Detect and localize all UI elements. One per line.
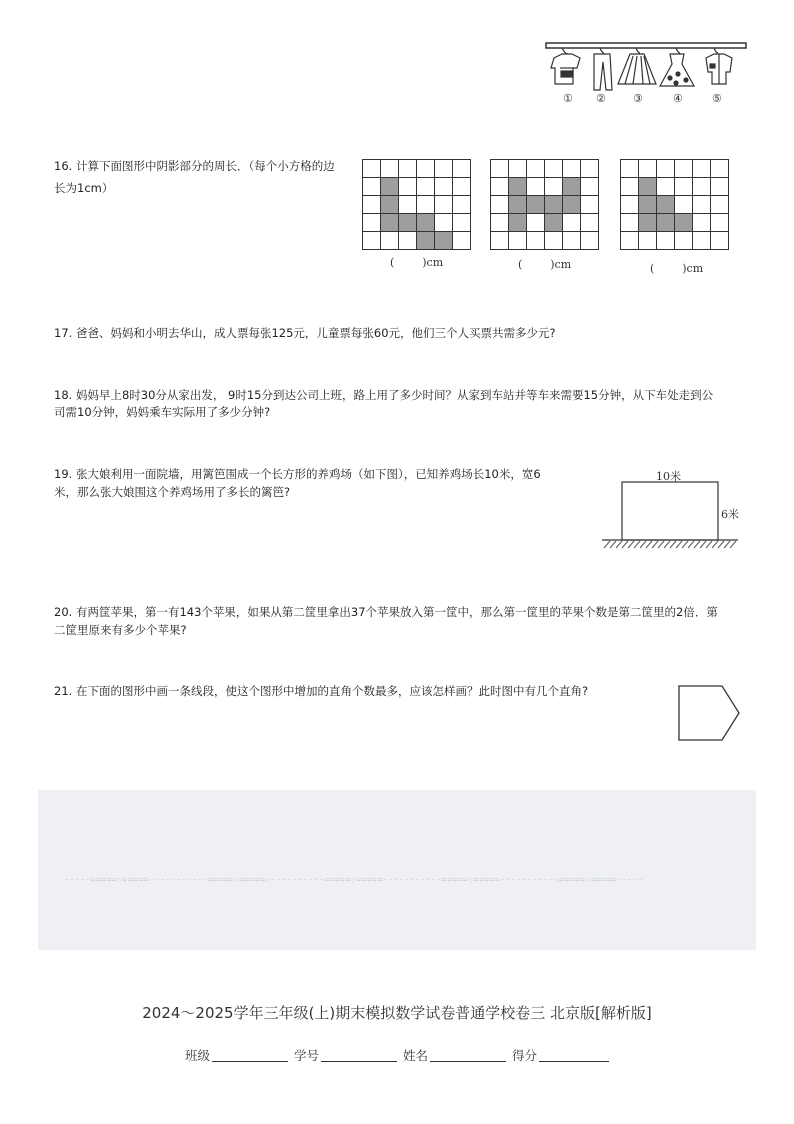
student-id-blank[interactable]	[321, 1049, 397, 1062]
grid-cell	[693, 196, 711, 214]
grid-cell	[545, 160, 563, 178]
question-16-text: 16. 计算下面图形中阴影部分的周长．（每个小方格的边长为1cm）	[54, 159, 335, 195]
question-19-line-2: 米，那么张大娘围这个养鸡场用了多长的篱笆?	[54, 485, 291, 499]
shaded-cell	[509, 178, 527, 196]
grid-cell	[675, 160, 693, 178]
shaded-cell	[509, 196, 527, 214]
grid-cell	[657, 178, 675, 196]
shaded-cell	[399, 214, 417, 232]
grid-cell	[581, 232, 599, 250]
grid-cell	[711, 178, 729, 196]
grid-cell	[711, 214, 729, 232]
grid-cell	[491, 232, 509, 250]
question-19-line-1: 19. 张大娘利用一面院墙，用篱笆围成一个长方形的养鸡场（如下图），已知养鸡场长10米，宽6	[54, 467, 541, 481]
grid-cell	[509, 232, 527, 250]
grid-cell	[621, 214, 639, 232]
grid-cell	[563, 214, 581, 232]
clothes-label-5: ⑤	[712, 92, 722, 105]
chicken-yard-width-label: 6米	[721, 508, 739, 521]
grid-cell	[675, 178, 693, 196]
shaded-cell	[381, 196, 399, 214]
grid-cell	[399, 196, 417, 214]
grid-cell	[711, 160, 729, 178]
question-16-answer-3: ( )cm	[650, 262, 704, 275]
shaded-cell	[545, 214, 563, 232]
chicken-yard-rectangle	[622, 482, 718, 540]
shaded-cell	[639, 178, 657, 196]
shaded-cell	[657, 214, 675, 232]
shaded-cell	[563, 196, 581, 214]
shaded-cell	[639, 214, 657, 232]
grid-cell	[363, 178, 381, 196]
grid-cell	[435, 160, 453, 178]
question-16-grid-2	[490, 159, 599, 250]
question-20-line-2: 二筐里原来有多少个苹果?	[54, 623, 187, 637]
separator-divider: -----=====☆=====-----------=====☆=====-----------=====☆=====-----------=====☆=====-----------=====☆=====-----	[64, 875, 644, 884]
grid-cell	[527, 232, 545, 250]
shaded-cell	[527, 196, 545, 214]
question-16-answer-2: ( )cm	[518, 258, 572, 271]
grid-cell	[381, 160, 399, 178]
grid-cell	[363, 214, 381, 232]
grid-cell	[453, 196, 471, 214]
grid-cell	[435, 196, 453, 214]
question-18-line-1: 18. 妈妈早上8时30分从家出发， 9时15分到达公司上班，路上用了多少时间？从家到车站并等车来需要15分钟，从下车处走到公	[54, 388, 714, 402]
grid-cell	[693, 160, 711, 178]
shaded-cell	[381, 178, 399, 196]
grid-cell	[453, 214, 471, 232]
shaded-cell	[563, 178, 581, 196]
grid-cell	[639, 160, 657, 178]
grid-cell	[417, 160, 435, 178]
grid-cell	[363, 160, 381, 178]
question-16-grid-3	[620, 159, 729, 250]
grid-cell	[581, 214, 599, 232]
grid-cell	[693, 178, 711, 196]
grid-cell	[527, 214, 545, 232]
class-blank[interactable]	[212, 1049, 288, 1062]
grid-cell	[563, 232, 581, 250]
clothes-label-4: ④	[673, 92, 683, 105]
grid-cell	[693, 214, 711, 232]
clothes-label-1: ①	[563, 92, 573, 105]
shaded-cell	[639, 196, 657, 214]
grid-cell	[675, 232, 693, 250]
grid-cell	[621, 196, 639, 214]
class-label: 班级	[184, 1048, 210, 1063]
grid-cell	[711, 196, 729, 214]
question-17-text: 17. 爸爸、妈妈和小明去华山，成人票每张125元，儿童票每张60元，他们三个人买票共需多少元?	[54, 326, 556, 340]
shaded-cell	[381, 214, 399, 232]
score-blank[interactable]	[539, 1049, 609, 1062]
grid-cell	[453, 160, 471, 178]
grid-cell	[491, 160, 509, 178]
shaded-cell	[417, 232, 435, 250]
question-21-text: 21. 在下面的图形中画一条线段，使这个图形中增加的直角个数最多，应该怎样画？此时图中有几个直角?	[54, 684, 589, 698]
grid-cell	[453, 178, 471, 196]
grid-cell	[399, 232, 417, 250]
student-info-line	[0, 1046, 794, 1064]
grid-cell	[545, 232, 563, 250]
separator-band	[38, 790, 756, 950]
grid-cell	[491, 196, 509, 214]
grid-cell	[581, 196, 599, 214]
grid-cell	[563, 160, 581, 178]
grid-cell	[675, 196, 693, 214]
grid-cell	[363, 196, 381, 214]
shaded-cell	[435, 232, 453, 250]
grid-cell	[381, 232, 399, 250]
grid-cell	[621, 232, 639, 250]
grid-cell	[581, 178, 599, 196]
question-20-line-1: 20. 有两筐苹果，第一有143个苹果，如果从第二筐里拿出37个苹果放入第一筐中，那么第一筐里的苹果个数是第二筐里的2倍．第	[54, 605, 718, 619]
grid-cell	[435, 214, 453, 232]
grid-cell	[399, 160, 417, 178]
exam-title: 2024～2025学年三年级(上)期末模拟数学试卷普通学校卷三 北京版[解析版]	[142, 1004, 652, 1022]
grid-cell	[657, 160, 675, 178]
grid-cell	[453, 232, 471, 250]
grid-cell	[639, 232, 657, 250]
grid-cell	[657, 232, 675, 250]
question-16-answer-1: ( )cm	[390, 256, 444, 269]
question-16-grid-1	[362, 159, 471, 250]
chicken-yard-length-label: 10米	[656, 470, 681, 483]
grid-cell	[693, 232, 711, 250]
grid-cell	[435, 178, 453, 196]
grid-cell	[491, 214, 509, 232]
pentagon-figure	[676, 683, 744, 745]
shaded-cell	[675, 214, 693, 232]
score-label: 得分	[511, 1048, 537, 1063]
grid-cell	[491, 178, 509, 196]
name-label: 姓名	[402, 1048, 428, 1063]
clothes-label-2: ②	[596, 92, 606, 105]
grid-cell	[417, 196, 435, 214]
grid-cell	[363, 232, 381, 250]
grid-cell	[545, 178, 563, 196]
student-id-label: 学号	[293, 1048, 319, 1063]
question-18-line-2: 司需10分钟，妈妈乘车实际用了多少分钟?	[54, 405, 271, 419]
shaded-cell	[417, 214, 435, 232]
grid-cell	[417, 178, 435, 196]
grid-cell	[399, 178, 417, 196]
shaded-cell	[545, 196, 563, 214]
shaded-cell	[509, 214, 527, 232]
name-blank[interactable]	[430, 1049, 506, 1062]
grid-cell	[581, 160, 599, 178]
clothes-label-3: ③	[633, 92, 643, 105]
shaded-cell	[657, 196, 675, 214]
grid-cell	[711, 232, 729, 250]
grid-cell	[621, 160, 639, 178]
grid-cell	[621, 178, 639, 196]
grid-cell	[527, 160, 545, 178]
grid-cell	[509, 160, 527, 178]
grid-cell	[527, 178, 545, 196]
